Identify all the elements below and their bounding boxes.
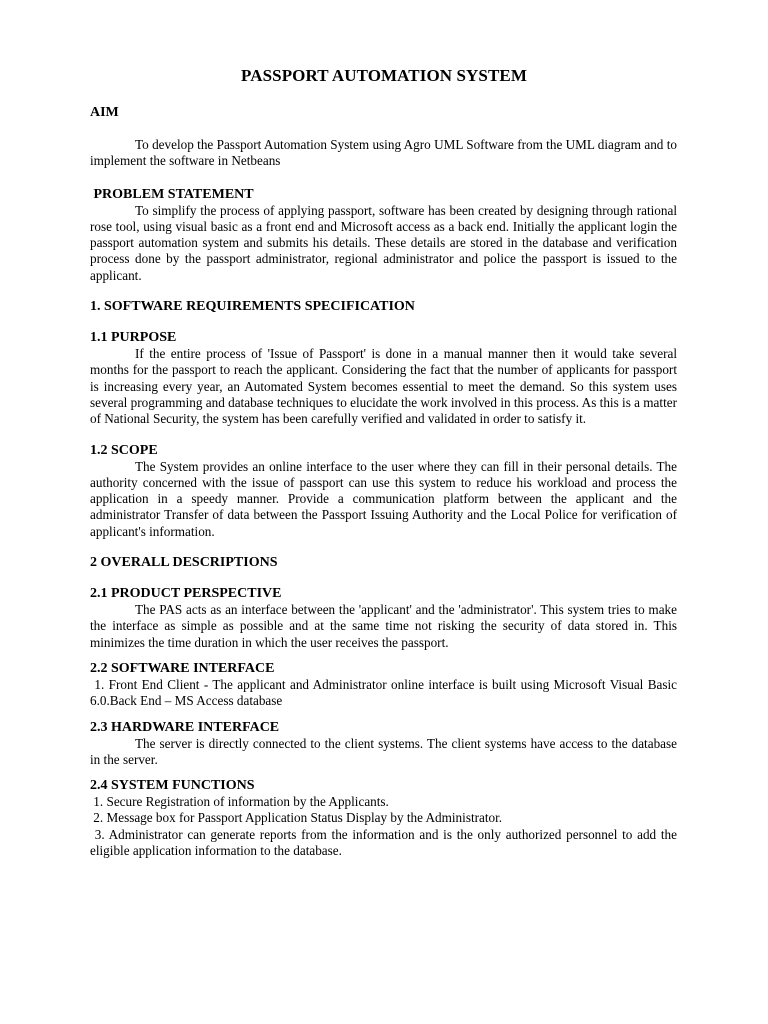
system-function-item: 3. Administrator can generate reports from the information and is the only authorized personnel to add the eligible application information to the database.	[90, 826, 681, 859]
hardware-interface-heading: 2.3 HARDWARE INTERFACE	[90, 719, 280, 735]
hardware-interface-text: The server is directly connected to the client systems. The client systems have access to the database in the server.	[90, 735, 677, 767]
scope-text: The System provides an online interface to the user where they can fill in their personal details. The authority concerned with the issue of passport can use this system to reduce his workload and process the application in a speedy manner. Provide a communication platform between the applicant and the administrator Transfer of data between the Passport Issuing Authority and the Local Police for verification of applicant's information.	[90, 458, 677, 539]
srs-heading: 1. SOFTWARE REQUIREMENTS SPECIFICATION	[90, 299, 415, 315]
system-functions-heading: 2.4 SYSTEM FUNCTIONS	[90, 778, 255, 794]
problem-statement-heading: PROBLEM STATEMENT	[90, 186, 254, 202]
overall-descriptions-heading: 2 OVERALL DESCRIPTIONS	[90, 555, 278, 571]
product-perspective-heading: 2.1 PRODUCT PERSPECTIVE	[90, 586, 282, 602]
scope-heading: 1.2 SCOPE	[90, 442, 158, 458]
product-perspective-text: The PAS acts as an interface between the 'applicant' and the 'administrator'. This system tries to make the interface as simple as possible and at the same time not risking the security of data stored in. This minimizes the time duration in which the user receives the passport.	[90, 602, 677, 650]
aim-text: To develop the Passport Automation System using Agro UML Software from the UML diagram and to implement the software in Netbeans	[90, 137, 677, 169]
aim-heading: AIM	[90, 105, 119, 120]
purpose-heading: 1.1 PURPOSE	[90, 330, 177, 346]
system-function-item: 1. Secure Registration of information by the Applicants.	[90, 794, 389, 810]
document-body	[90, 104, 681, 859]
page-title: PASSPORT AUTOMATION SYSTEM	[240, 66, 528, 85]
software-interface-text: 1. Front End Client - The applicant and Administrator online interface is built using Microsoft Visual Basic 6.0.Back End – MS Access database	[90, 676, 681, 709]
purpose-text: If the entire process of 'Issue of Passport' is done in a manual manner then it would take several months for the passport to reach the applicant. Considering the fact that the number of applicants for passport is increasing every year, an Automated System becomes essential to meet the demand. So this system uses several programming and database techniques to elucidate the work involved in this process. As this is a matter of National Security, the system has been carefully verified and validated in order to satisfy it.	[90, 346, 677, 427]
software-interface-heading: 2.2 SOFTWARE INTERFACE	[90, 660, 275, 676]
system-function-item: 2. Message box for Passport Application Status Display by the Administrator.	[90, 810, 503, 826]
problem-statement-text: To simplify the process of applying passport, software has been created by designing through rational rose tool, using visual basic as a front end and Microsoft access as a back end. Initially the applicant login the passport automation system and submits his details. These details are stored in the database and verification process done by the passport administrator, regional administrator and police the passport is issued to the applicant.	[90, 202, 677, 283]
